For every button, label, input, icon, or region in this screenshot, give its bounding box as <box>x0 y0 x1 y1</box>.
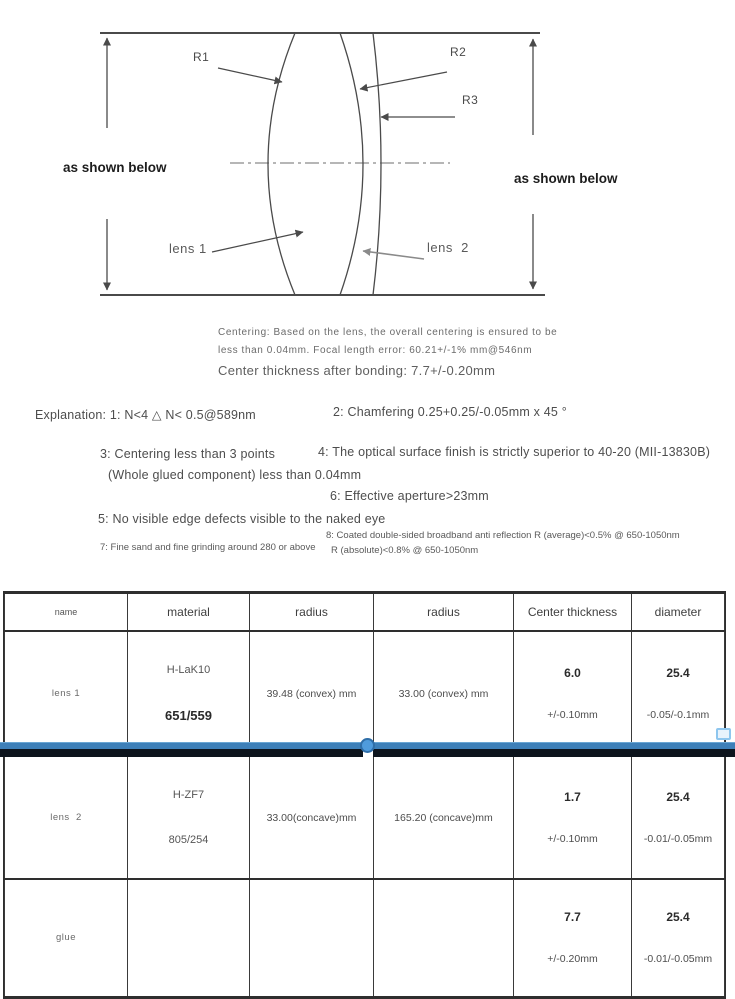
explanation-item-8b: R (absolute)<0.8% @ 650-1050nm <box>331 545 479 556</box>
lens2-ct-value: 1.7 <box>564 789 581 804</box>
lens1-ct-value: 6.0 <box>564 665 581 680</box>
resize-handle-icon[interactable] <box>716 728 731 740</box>
header-radius-2: radius <box>374 593 514 631</box>
lens2-callout-arrow <box>363 251 424 259</box>
right-as-shown-note: as shown below <box>514 171 618 186</box>
lens2-material <box>128 756 250 879</box>
lens1-label: lens 1 <box>169 241 207 256</box>
lens1-center-thickness <box>514 631 632 756</box>
cemented-surface-r2 <box>340 33 363 295</box>
glue-ct-value: 7.7 <box>564 909 581 924</box>
lens2-name: lens 2 <box>5 756 128 879</box>
centering-note-line1: Centering: Based on the lens, the overall centering is ensured to be <box>218 327 558 338</box>
lens2-ct-tolerance: +/-0.10mm <box>547 833 598 846</box>
explanation-item-2: 2: Chamfering 0.25+0.25/-0.05mm x 45 ° <box>333 405 567 419</box>
lens-spec-table <box>3 591 726 999</box>
lens1-name: lens 1 <box>5 631 128 756</box>
lens2-radius1: 33.00(concave)mm <box>250 756 374 879</box>
header-center-thickness: Center thickness <box>514 593 632 631</box>
table-row-glue <box>5 879 725 996</box>
spec-table <box>4 592 725 998</box>
header-name: name <box>5 593 128 631</box>
header-material: material <box>128 593 250 631</box>
lens2-dia-value: 25.4 <box>666 789 690 804</box>
lens1-callout-arrow <box>212 232 303 252</box>
header-diameter: diameter <box>632 593 725 631</box>
lens1-material-code: 651/559 <box>165 708 212 724</box>
lens2-diameter <box>632 756 725 879</box>
explanation-item-1: Explanation: 1: N<4 △ N< 0.5@589nm <box>35 408 256 422</box>
lens1-ct-tolerance: +/-0.10mm <box>547 709 598 722</box>
lens1-material <box>128 631 250 756</box>
explanation-item-6: 6: Effective aperture>23mm <box>330 489 489 503</box>
lens1-radius2: 33.00 (convex) mm <box>374 631 514 756</box>
explanation-item-8: 8: Coated double-sided broadband anti reflection R (average)<0.5% @ 650-1050nm <box>326 530 680 541</box>
glue-dia-value: 25.4 <box>666 909 690 924</box>
explanation-item-7: 7: Fine sand and fine grinding around 280 or above <box>100 542 316 553</box>
lens2-material-code: 805/254 <box>168 833 209 846</box>
centering-note-line2: less than 0.04mm. Focal length error: 60.21+/-1% mm@546nm <box>218 345 533 356</box>
left-as-shown-note: as shown below <box>63 160 167 175</box>
r2-label: R2 <box>450 45 467 59</box>
glue-radius1 <box>250 879 374 996</box>
lens1-front-surface-r1 <box>268 33 295 295</box>
lens-drawing <box>0 0 735 312</box>
explanation-item-3: 3: Centering less than 3 points <box>100 447 276 461</box>
lens2-rear-surface-r3 <box>373 33 381 295</box>
scrubber-handle-icon[interactable] <box>360 738 375 753</box>
lens1-radius1: 39.48 (convex) mm <box>250 631 374 756</box>
lens2-material-glass: H-ZF7 <box>172 789 205 802</box>
table-header-row <box>5 593 725 631</box>
r1-callout-arrow <box>218 68 282 82</box>
lens2-label: lens 2 <box>427 240 469 255</box>
r3-label: R3 <box>462 93 479 107</box>
lens2-radius2: 165.20 (concave)mm <box>374 756 514 879</box>
table-row-lens2 <box>5 756 725 879</box>
glue-center-thickness <box>514 879 632 996</box>
lens2-center-thickness <box>514 756 632 879</box>
r1-label: R1 <box>193 50 210 64</box>
r2-callout-arrow <box>360 72 447 89</box>
center-thickness-note: Center thickness after bonding: 7.7+/-0.20mm <box>218 363 496 378</box>
explanation-item-4: 4: The optical surface finish is strictly superior to 40-20 (MII-13830B) <box>318 445 711 459</box>
explanation-item-5: 5: No visible edge defects visible to the naked eye <box>98 512 386 526</box>
glue-name: glue <box>5 879 128 996</box>
glue-ct-tolerance: +/-0.20mm <box>547 953 598 966</box>
header-radius-1: radius <box>250 593 374 631</box>
lens1-dia-value: 25.4 <box>666 665 690 680</box>
explanation-item-3b: (Whole glued component) less than 0.04mm <box>108 468 362 482</box>
lens1-dia-tolerance: -0.05/-0.1mm <box>646 709 710 722</box>
lens1-diameter <box>632 631 725 756</box>
glue-dia-tolerance: -0.01/-0.05mm <box>643 953 713 966</box>
lens2-dia-tolerance: -0.01/-0.05mm <box>643 833 713 846</box>
glue-diameter <box>632 879 725 996</box>
glue-radius2 <box>374 879 514 996</box>
lens1-material-glass: H-LaK10 <box>166 663 211 676</box>
glue-material <box>128 879 250 996</box>
